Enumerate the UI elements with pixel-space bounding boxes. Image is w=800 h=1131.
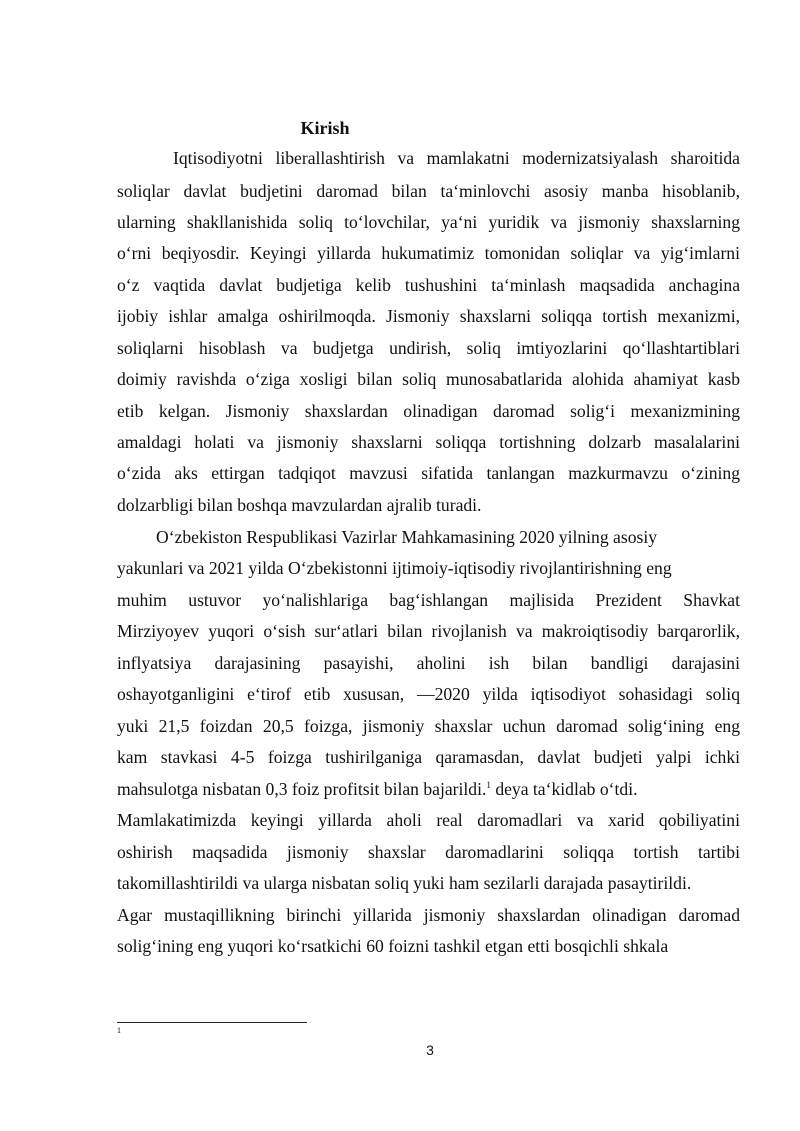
text-line: muhim ustuvor yo‘nalishlariga bag‘ishlangan majlisida Prezident Shavkat xyxy=(117,590,740,610)
text-line: Iqtisodiyotni liberallashtirish va mamlakatni modernizatsiyalash sharoitida xyxy=(173,148,740,168)
text-line: O‘zbekiston Respublikasi Vazirlar Mahkamasining 2020 yilning asosiy xyxy=(156,527,658,547)
text-line xyxy=(117,778,740,800)
text-line: kam stavkasi 4-5 foizga tushirilganiga qaramasdan, davlat budjeti yalpi ichki xyxy=(117,747,740,767)
section-heading: Kirish xyxy=(300,118,350,138)
text-line: soliqlar davlat budjetini daromad bilan ta‘minlovchi asosiy manba hisoblanib, xyxy=(117,181,740,201)
page-number: 3 xyxy=(426,1042,434,1058)
footnote-reference[interactable]: 1 xyxy=(486,780,491,791)
text-line: amaldagi holati va jismoniy shaxslarni soliqqa tortishning dolzarb masalalarini xyxy=(117,432,740,452)
text-line: o‘z vaqtida davlat budjetiga kelib tushushini ta‘minlash maqsadida anchagina xyxy=(117,275,740,295)
text-line: oshirish maqsadida jismoniy shaxslar daromadlarini soliqqa tortish tartibi xyxy=(117,842,740,862)
text-line: o‘rni beqiyosdir. Keyingi yillarda hukumatimiz tomonidan soliqlar va yig‘imlarni xyxy=(117,243,740,263)
footnote-separator xyxy=(117,1022,307,1023)
text-fragment: mahsulotga nisbatan 0,3 foiz profitsit bilan bajarildi. xyxy=(117,779,487,799)
text-line: o‘zida aks ettirgan tadqiqot mavzusi sifatida tanlangan mazkurmavzu o‘zining xyxy=(117,463,740,483)
text-line: Agar mustaqillikning birinchi yillarida jismoniy shaxslardan olinadigan daromad xyxy=(117,905,740,925)
text-line: Mirziyoyev yuqori o‘sish sur‘atlari bilan rivojlanish va makroiqtisodiy barqarorlik, xyxy=(117,621,740,641)
text-line: ijobiy ishlar amalga oshirilmoqda. Jismoniy shaxslarni soliqqa tortish mexanizmi, xyxy=(117,306,740,326)
text-line: soliqlarni hisoblash va budjetga undirish, soliq imtiyozlarini qo‘llashtartiblari xyxy=(117,338,740,358)
text-line: inflyatsiya darajasining pasayishi, aholini ish bilan bandligi darajasini xyxy=(117,653,740,673)
text-line: takomillashtirildi va ularga nisbatan soliq yuki ham sezilarli darajada pasaytirildi. xyxy=(117,873,692,893)
text-line: ularning shakllanishida soliq to‘lovchilar, ya‘ni yuridik va jismoniy shaxslarning xyxy=(117,212,740,232)
text-line: Mamlakatimizda keyingi yillarda aholi real daromadlari va xarid qobiliyatini xyxy=(117,810,740,830)
text-line: yuki 21,5 foizdan 20,5 foizga, jismoniy shaxslar uchun daromad solig‘ining eng xyxy=(117,716,740,736)
text-line: oshayotganligini e‘tirof etib xususan, ―2020 yilda iqtisodiyot sohasidagi soliq xyxy=(117,684,740,704)
text-line: doimiy ravishda o‘ziga xosligi bilan soliq munosabatlarida alohida ahamiyat kasb xyxy=(117,369,740,389)
text-line: etib kelgan. Jismoniy shaxslardan olinadigan daromad solig‘i mexanizmining xyxy=(117,401,740,421)
text-line: yakunlari va 2021 yilda O‘zbekistonni ijtimoiy-iqtisodiy rivojlantirishning eng xyxy=(117,558,672,578)
text-line: dolzarbligi bilan boshqa mavzulardan ajralib turadi. xyxy=(117,495,482,515)
footnote-mark: 1 xyxy=(117,1026,121,1035)
text-line: solig‘ining eng yuqori ko‘rsatkichi 60 foizni tashkil etgan etti bosqichli shkala xyxy=(117,936,669,956)
text-fragment: deya ta‘kidlab o‘tdi. xyxy=(495,779,638,799)
